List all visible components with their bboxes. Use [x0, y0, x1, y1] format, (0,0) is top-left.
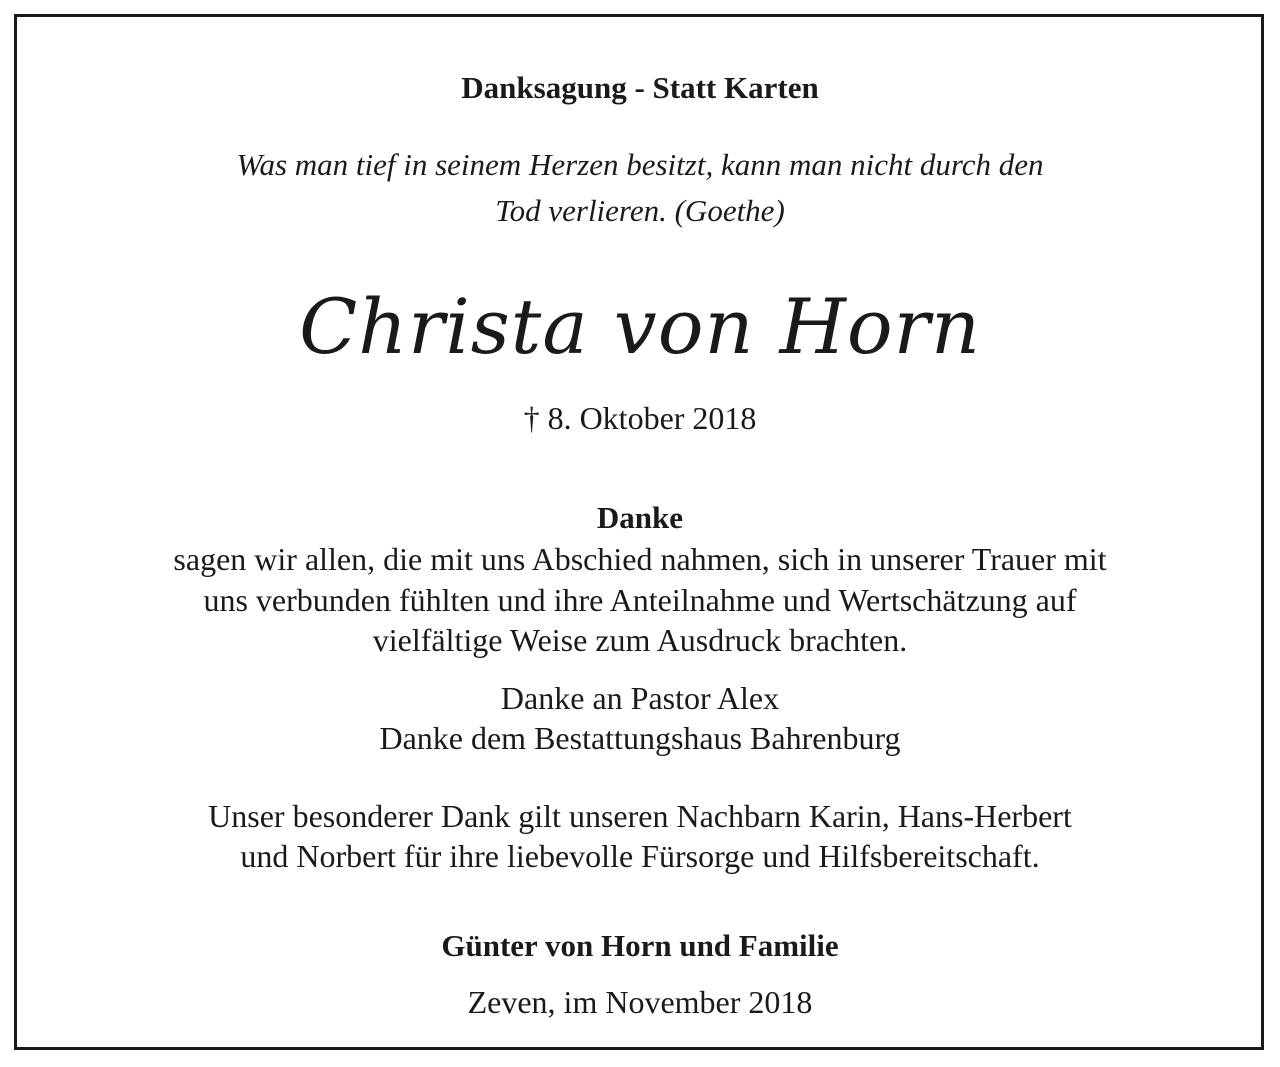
deceased-name: Christa von Horn [299, 282, 981, 371]
quote-line-1: Was man tief in seinem Herzen besitzt, kann man nicht durch den [236, 147, 1044, 182]
thanks-body-line-1: sagen wir allen, die mit uns Abschied nahmen, sich in unserer Trauer mit [173, 541, 1107, 577]
thanks-title: Danke [596, 500, 684, 535]
family-signature: Günter von Horn und Familie [441, 928, 839, 963]
thanks-body-line-3: vielfältige Weise zum Ausdruck brachten. [372, 622, 908, 658]
thanks-funeral-home: Danke dem Bestattungshaus Bahrenburg [379, 720, 901, 756]
thanks-neighbours-line-1: Unser besonderer Dank gilt unseren Nachbarn Karin, Hans-Herbert [208, 798, 1072, 834]
thanks-neighbours-line-2: und Norbert für ihre liebevolle Fürsorge und Hilfsbereitschaft. [240, 838, 1040, 874]
place-and-date: Zeven, im November 2018 [467, 984, 813, 1020]
notice-heading: Danksagung - Statt Karten [461, 70, 819, 105]
quote-line-2: Tod verlieren. (Goethe) [495, 193, 785, 228]
death-date: † 8. Oktober 2018 [523, 400, 757, 436]
thanks-pastor: Danke an Pastor Alex [500, 680, 780, 716]
thanks-body-line-2: uns verbunden fühlten und ihre Anteilnahme und Wertschätzung auf [203, 582, 1077, 618]
